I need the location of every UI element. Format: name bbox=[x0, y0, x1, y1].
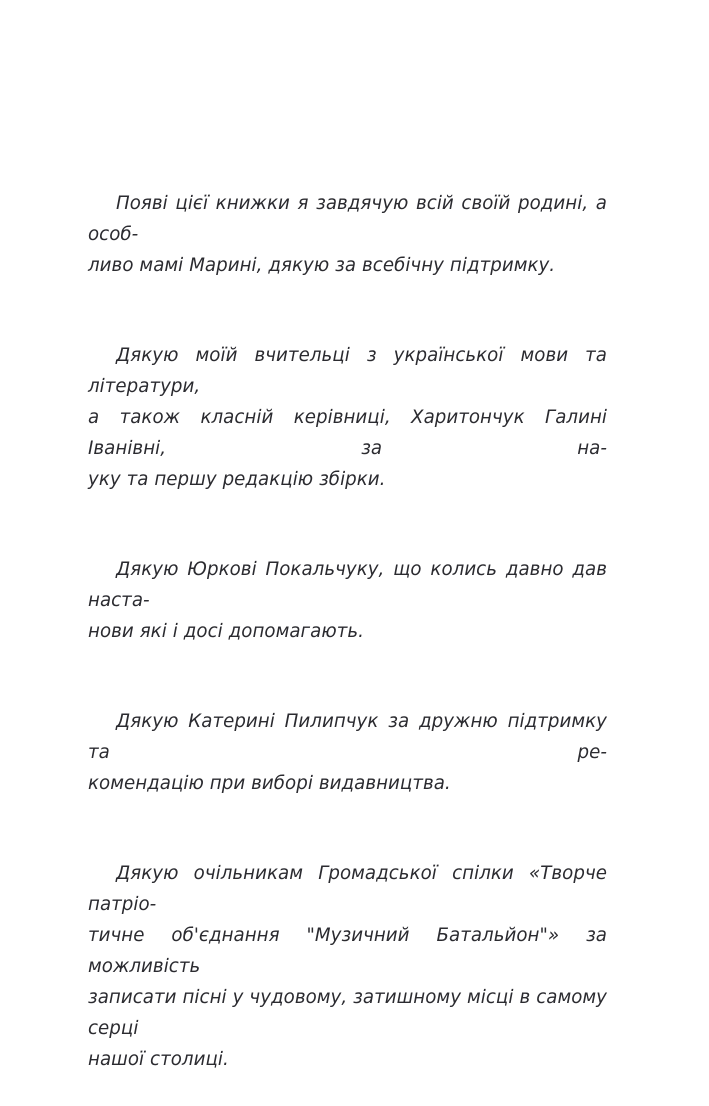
text-line: Дякую Катерині Пилипчук за дружню підтримку та ре- bbox=[88, 711, 613, 763]
text-line: Дякую очільникам Громадської спілки «Творче патріо- bbox=[88, 863, 613, 915]
paragraph bbox=[88, 858, 613, 1106]
text-line: уку та першу редакцію збірки. bbox=[88, 469, 386, 490]
acknowledgements-text-block bbox=[88, 188, 613, 1106]
paragraph bbox=[88, 554, 613, 678]
text-line: Дякую Юркові Покальчуку, що колись давно дав наста- bbox=[88, 559, 613, 611]
text-line: а також класній керівниці, Харитончук Галині Іванівні, за на- bbox=[88, 407, 613, 459]
text-line: Появі цієї книжки я завдячую всій своїй родині, а особ- bbox=[88, 193, 613, 245]
text-line: записати пісні у чудовому, затишному місці в самому серці bbox=[88, 987, 613, 1039]
text-line: нашої столиці. bbox=[88, 1049, 229, 1070]
text-line: тичне об'єднання "Музичний Батальйон"» за можливість bbox=[88, 925, 613, 977]
text-line: ливо мамі Марині, дякую за всебічну підтримку. bbox=[88, 255, 556, 276]
text-line: Дякую моїй вчительці з української мови та літератури, bbox=[88, 345, 613, 397]
paragraph bbox=[88, 188, 613, 312]
text-line: комендацію при виборі видавництва. bbox=[88, 773, 451, 794]
text-line: нови які і досі допомагають. bbox=[88, 621, 364, 642]
paragraph bbox=[88, 706, 613, 830]
paragraph bbox=[88, 340, 613, 526]
